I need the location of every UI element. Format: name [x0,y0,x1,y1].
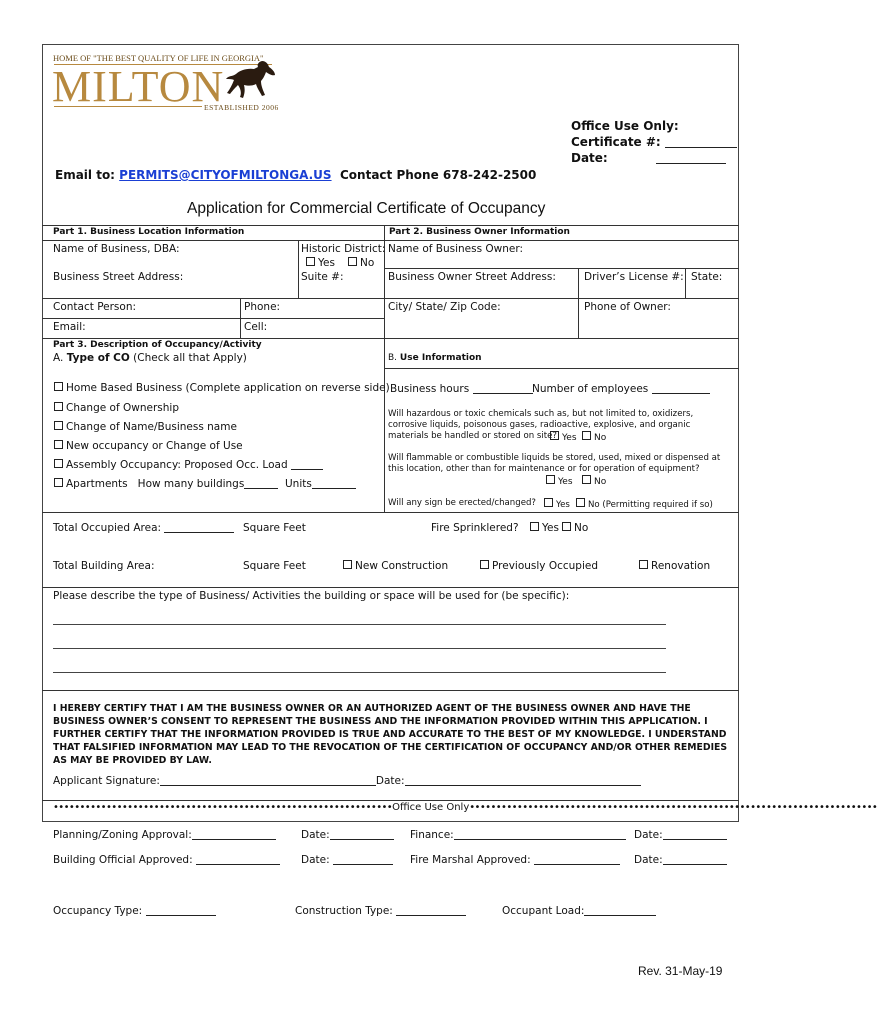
sign-no-checkbox[interactable] [576,498,585,507]
planning-blank[interactable] [192,829,276,840]
office-date-label [571,152,726,165]
number-employees-blank[interactable] [652,383,710,394]
rule [42,512,739,513]
divider-label: Office Use Only [392,802,470,813]
building-official-date-label: Date: [301,854,330,866]
planning-date-label: Date: [301,829,330,841]
new-construction-label: New Construction [355,560,449,572]
occupancy-type [53,905,216,918]
fire-marshal-date [634,854,727,867]
flammable-yes-checkbox[interactable] [546,475,555,484]
form-title: Application for Commercial Certificate of Occupancy [187,200,546,217]
new-occupancy-checkbox[interactable] [54,440,63,449]
office-use-divider [53,801,877,814]
co-option-assembly[interactable] [54,459,323,472]
street-address-field[interactable]: Business Street Address: [53,271,184,283]
assembly-checkbox[interactable] [54,459,63,468]
hazardous-question: Will hazardous or toxic chemicals such as, but not limited to, oxidizers, corrosive liquids, poisonous gases, radioactive, explosive, and organic materials be handled or stored on site? [388,409,694,441]
rule [578,268,579,338]
historic-yes-label: Yes [318,257,335,269]
flammable-question: Will flammable or combustible liquids be stored, used, mixed or dispensed at this location, other than for maintenance or for operation of equipment? [388,453,721,474]
assembly-label: Assembly Occupancy: Proposed Occ. Load [66,459,288,471]
units-label: Units [285,478,312,490]
email-label: Email to: [55,168,115,182]
renovation-option[interactable] [639,560,710,573]
hazardous-no-checkbox[interactable] [582,431,591,440]
number-employees [532,383,710,396]
rule [42,338,739,339]
fire-marshal-date-blank[interactable] [663,854,727,865]
signature-date-label: Date: [375,775,405,787]
home-based-checkbox[interactable] [54,382,63,391]
construction-type-blank[interactable] [396,905,466,916]
total-occupied-area [53,522,234,535]
fire-marshal-approval [410,854,620,867]
business-name-field[interactable]: Name of Business, DBA: [53,243,180,255]
historic-yes-option[interactable] [306,257,335,270]
rule [42,298,739,299]
use-info-heading [388,353,482,364]
contact-phone: Contact Phone 678-242-2500 [340,168,537,182]
describe-line-2[interactable] [53,648,666,649]
fire-marshal-date-label: Date: [634,854,663,866]
describe-line-1[interactable] [53,624,666,625]
apartments-label: Apartments [66,478,128,490]
sprinkler-yes-label: Yes [542,522,559,534]
use-info-label: Use Information [399,353,482,363]
sprinkler-yes[interactable] [530,522,559,535]
change-name-label: Change of Name/Business name [66,421,237,433]
contact-person-field[interactable]: Contact Person: [53,301,137,313]
rule [240,298,241,338]
buildings-blank[interactable] [244,478,278,489]
occupant-load-label: Occupant Load: [502,905,585,917]
hazardous-no-label: No [594,433,607,443]
logo-tagline: HOME OF "THE BEST QUALITY OF LIFE IN GEORGIA" [53,53,264,63]
total-building-area[interactable]: Total Building Area: [53,560,155,572]
rule [298,240,299,298]
suite-field[interactable]: Suite #: [301,271,344,283]
planning-label: Planning/Zoning Approval: [53,829,192,841]
sign-yes-checkbox[interactable] [544,498,553,507]
type-of-co-note: (Check all that Apply) [133,352,247,364]
rule [42,240,739,241]
office-use-title: Office Use Only: [571,119,679,133]
rule [384,268,739,269]
hazardous-yes[interactable] [550,431,577,444]
cell-field[interactable]: Cell: [244,321,268,333]
change-ownership-label: Change of Ownership [66,402,179,414]
certification-text: I HEREBY CERTIFY THAT I AM THE BUSINESS OWNER OR AN AUTHORIZED AGENT OF THE BUSINESS OWNER AND HAVE THE BUSINESS OWNER’S CONSENT TO REPRESENT THE BUSINESS AND THE INFORMATION PROVIDED WITHIN THIS APPLICATION. I FURTHER CERTIFY THAT THE INFORMATION PROVIDED IS TRUE AND ACCURATE TO THE BEST OF MY KNOWLEDGE. I UNDERSTAND THAT FALSIFIED INFORMATION MAY LEAD TO THE REVOCATION OF THE CERTIFICATION OF OCCUPANCY AND/OR OTHER REMEDIES AS MAY BE PROVIDED BY LAW. [53,703,728,766]
office-certificate-blank [665,137,737,148]
rule [42,318,384,319]
building-official-approval [53,854,280,867]
buildings-label: How many buildings [137,478,245,490]
finance-approval [410,829,626,842]
rule [42,587,739,588]
business-hours-label: Business hours [390,383,470,395]
divider-dots-right: ••••••••••••••••••••••••••••••••••••••••••••••••••••••••••••••••••••••••••••• [469,802,877,813]
construction-type [295,905,466,918]
change-ownership-checkbox[interactable] [54,402,63,411]
total-occupied-label: Total Occupied Area: [53,522,162,534]
describe-line-3[interactable] [53,672,666,673]
building-official-date-blank[interactable] [333,854,393,865]
rule [685,268,686,298]
logo-established: ESTABLISHED 2006 [204,103,279,112]
divider-dots-left: •••••••••••••••••••••••••••••••••••••••••••••••••••••••••••••••• [53,802,393,813]
finance-date-blank[interactable] [663,829,727,840]
phone-field[interactable]: Phone: [244,301,281,313]
part1-heading: Part 1. Business Location Information [53,227,245,237]
flammable-no[interactable] [582,475,606,488]
office-certificate-label [571,136,737,149]
co-option-new-occupancy[interactable] [54,440,243,453]
business-hours-blank[interactable] [473,383,533,394]
change-name-checkbox[interactable] [54,421,63,430]
applicant-signature-blank[interactable] [160,775,376,786]
email-field[interactable]: Email: [53,321,86,333]
planning-date-blank[interactable] [330,829,394,840]
type-of-co-prefix: A. [53,352,64,364]
sign-question-text: Will any sign be erected/changed? [388,498,536,508]
sprinkler-yes-checkbox[interactable] [530,522,539,531]
renovation-checkbox[interactable] [639,560,648,569]
use-info-prefix: B. [388,353,398,363]
type-of-co-label: Type of CO [66,352,130,364]
co-option-change-name[interactable] [54,421,237,434]
square-feet-2: Square Feet [243,560,306,572]
owner-street-field[interactable]: Business Owner Street Address: [388,271,556,283]
sign-yes[interactable] [544,498,570,511]
owner-phone-field[interactable]: Phone of Owner: [584,301,671,313]
fire-marshal-label: Fire Marshal Approved: [410,854,531,866]
flammable-yes-label: Yes [558,477,573,487]
sprinkler-no-label: No [574,522,589,534]
logo-wordmark: MILTON [52,62,225,111]
part2-heading: Part 2. Business Owner Information [389,227,570,237]
rule [42,690,739,691]
city-state-zip-field[interactable]: City/ State/ Zip Code: [388,301,501,313]
signature-date-blank[interactable] [405,775,641,786]
hazardous-yes-checkbox[interactable] [550,431,559,440]
co-option-change-ownership[interactable] [54,402,179,415]
email-link[interactable]: PERMITS@CITYOFMILTONGA.US [119,168,332,182]
occupancy-type-blank[interactable] [146,905,216,916]
co-option-home-based[interactable] [54,382,390,395]
office-certificate-text: Certificate #: [571,135,661,149]
previously-occupied-option[interactable] [480,560,598,573]
email-line [55,169,332,182]
home-based-label: Home Based Business (Complete application on reverse side) [66,382,390,394]
total-occupied-blank[interactable] [164,522,234,533]
applicant-signature [53,775,641,788]
sprinkler-no[interactable] [562,522,588,535]
logo-rule-bottom [54,106,202,107]
renovation-label: Renovation [651,560,711,572]
flammable-no-label: No [594,477,607,487]
hazardous-no[interactable] [582,431,606,444]
type-of-co-heading [53,352,247,365]
new-occupancy-label: New occupancy or Change of Use [66,440,243,452]
flammable-no-checkbox[interactable] [582,475,591,484]
new-construction-checkbox[interactable] [343,560,352,569]
business-hours [390,383,533,396]
drivers-license-field[interactable]: Driver’s License #: [584,271,684,283]
part3-heading: Part 3. Description of Occupancy/Activity [53,340,262,350]
building-official-date [301,854,393,867]
building-official-blank[interactable] [196,854,280,865]
previously-occupied-checkbox[interactable] [480,560,489,569]
historic-district-label: Historic District: [301,243,386,255]
fire-marshal-blank[interactable] [534,854,620,865]
rule [42,225,739,226]
sign-yes-label: Yes [556,500,570,510]
applicant-signature-label: Applicant Signature: [53,775,160,787]
square-feet-1: Square Feet [243,522,306,534]
revision-label: Rev. 31-May-19 [638,964,723,978]
planning-date [301,829,394,842]
new-construction-option[interactable] [343,560,448,573]
finance-date [634,829,727,842]
office-date-blank [656,153,726,164]
building-official-label: Building Official Approved: [53,854,193,866]
number-employees-label: Number of employees [532,383,649,395]
office-date-text: Date: [571,151,608,165]
assembly-load-blank[interactable] [291,459,323,470]
historic-no-checkbox[interactable] [348,257,357,266]
owner-name-field[interactable]: Name of Business Owner: [388,243,524,255]
construction-type-label: Construction Type: [295,905,393,917]
fire-sprinklered-label: Fire Sprinklered? [431,522,519,534]
finance-blank[interactable] [454,829,626,840]
sign-no[interactable] [576,498,713,511]
historic-no-option[interactable] [348,257,374,270]
units-blank[interactable] [312,478,356,489]
state-field[interactable]: State: [691,271,723,283]
finance-date-label: Date: [634,829,663,841]
apartments-checkbox[interactable] [54,478,63,487]
occupant-load-blank[interactable] [584,905,656,916]
co-option-apartments[interactable] [54,478,356,491]
occupant-load [502,905,656,918]
previously-occupied-label: Previously Occupied [492,560,599,572]
describe-prompt: Please describe the type of Business/ Activities the building or space will be used for (be specific): [53,590,570,602]
planning-approval [53,829,276,842]
rule [384,368,739,369]
sign-no-label: No (Permitting required if so) [588,500,713,510]
hazardous-yes-label: Yes [562,433,577,443]
sprinkler-no-checkbox[interactable] [562,522,571,531]
milton-logo [52,53,282,113]
horse-icon [224,59,279,103]
finance-label: Finance: [410,829,454,841]
flammable-yes[interactable] [546,475,573,488]
historic-yes-checkbox[interactable] [306,257,315,266]
historic-no-label: No [360,257,375,269]
sign-question [388,498,536,509]
occupancy-type-label: Occupancy Type: [53,905,143,917]
